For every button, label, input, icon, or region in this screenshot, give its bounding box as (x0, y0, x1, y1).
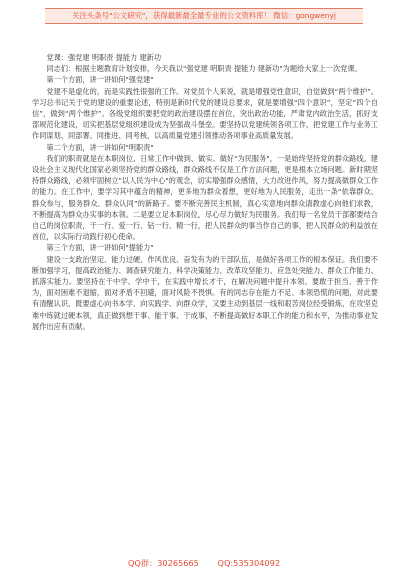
banner-text: 关注头条号"公文研究"，获得最新最全最专业的公文资料库！ 微信：gongwenyj (72, 11, 336, 20)
paragraph-section-3: 建设一支政治坚定、能力过硬、作风优良、奋发有为的干部队伍，是做好各项工作的根本保证。我们要不断加强学习，提高政治能力、调查研究能力、科学决策能力、改革攻坚能力、应急处突能力、群众工作能力、抓落实能力。要坚持在干中学、学中干，在实践中增长才干，在解决问题中提升本领。要敢于担当、善于作为，面对困难不退缩，面对矛盾不回避，面对风险不畏惧。有的同志存在能力不足、本领恐慌的问题，对此要有清醒认识，既要虚心向书本学、向实践学、向群众学，又要主动到基层一线和艰苦岗位经受锻炼，在攻坚克难中练就过硬本领，真正做到想干事、能干事、干成事，不断提高做好本职工作的能力和水平，为推动事业发展作出应有贡献。 (32, 254, 378, 331)
section-heading-3: 第三个方面，讲一讲如何"提能力" (46, 243, 154, 253)
paragraph-section-1: 党建不是虚化的，而是实践性很强的工作。对党员个人来说，就是增强党性意识，自觉做到“两个维护”。学习总书记关于党的建设的重要论述，特别是新时代党的建设总要求，就是要增强“四个意识”，坚定“四个自信”，做到“两个维护”。各级党组织要把党的政治建设摆在首位，突出政治功能，严肃党内政治生活，抓好支部规范化建设，切实把基层党组织建设成为坚强战斗堡垒。要坚持以党建统领各项工作，把党建工作与业务工作同谋划、同部署、同推进、同考核，以高质量党建引领推动各项事业高质量发展。 (32, 86, 378, 141)
paragraph-section-2: 我们的职责就是在本职岗位、日常工作中做到、做实、做好"为民服务"，一是始终坚持党的群众路线。建设社会主义现代化国家必须坚持党的群众路线，群众路线不仅是工作方法问题，更是根本立场问题。新时期坚持群众路线，必须牢固树立"以人民为中心"的观念，切实增强群众感情，大力改进作风，努力提高做群众工作的能力。在工作中，要学习其中蕴含的精神，更多地为群众着想，更好地为人民服务，走出一条“依靠群众、群众参与，服务群众、群众认同”的新路子。要不断完善民主机制，真心实意地向群众请教虚心向他们求教，不断提高为群众办实事的本领。二是要立足本职岗位，尽心尽力做好为民服务。我们每一名党员干部都要结合自己的岗位职责，干一行、爱一行、钻一行、精一行，把人民群众的事当作自己的事，把人民群众的利益放在首位，以实际行动践行初心使命。 (32, 153, 378, 242)
section-heading-1: 第一个方面，讲一讲如何"强党建" (46, 75, 154, 85)
keywords-line: 党课：强党建 明职责 提能力 建新功 (46, 53, 162, 62)
section-heading-2: 第二个方面，讲一讲如何"明职责" (46, 142, 154, 152)
footer-qq: QQ:535304092 (217, 558, 281, 568)
document-body (32, 52, 378, 332)
footer-contact (0, 556, 408, 570)
paragraph-intro: 同志们：根据主题教育计划安排，今天我以"强党建 明职责 提能力 建新功"为题给大家上一次党课。 (46, 64, 362, 74)
footer-qq-group: QQ群：30265665 (127, 558, 199, 568)
watermark-banner (45, 8, 363, 24)
